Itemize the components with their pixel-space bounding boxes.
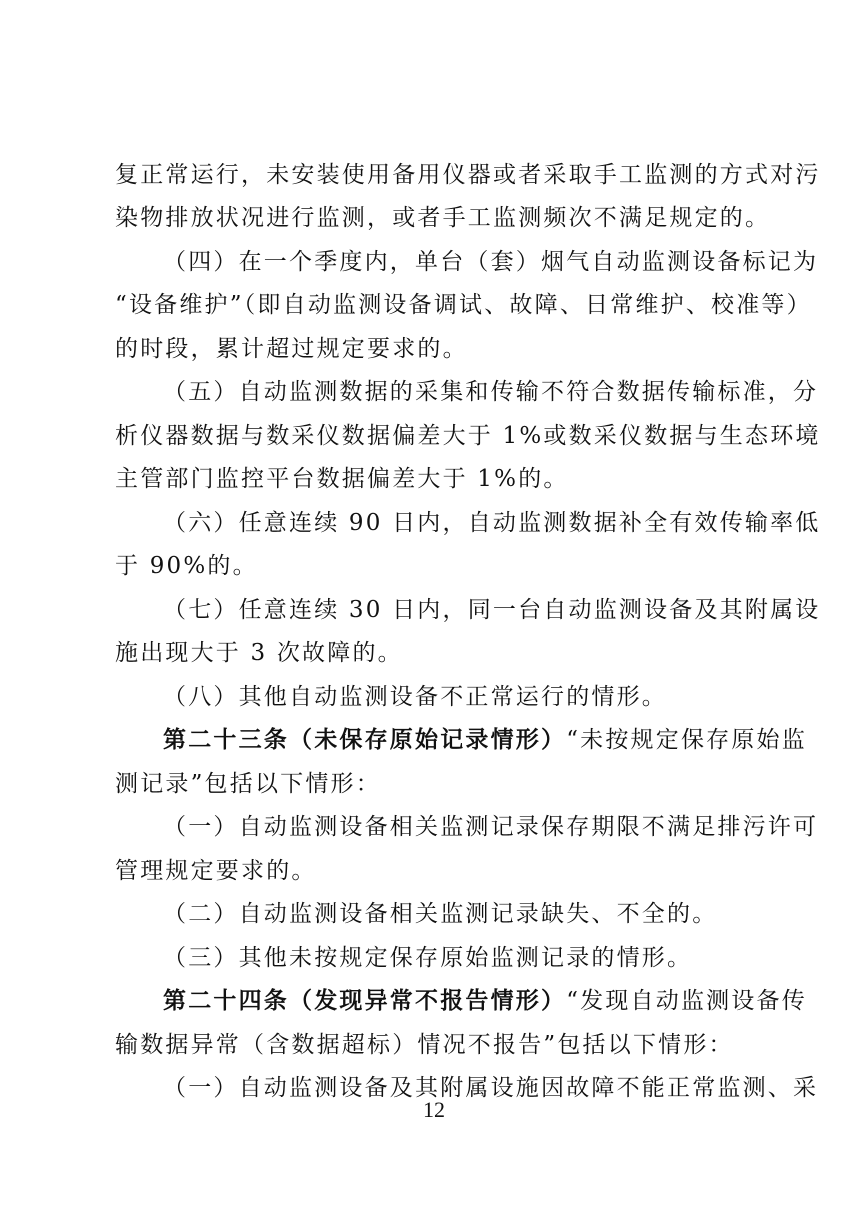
paragraph-line: 测记录”包括以下情形： bbox=[115, 771, 381, 797]
article-23-heading: 第二十三条（未保存原始记录情形） bbox=[163, 727, 567, 753]
paragraph-line: 主管部门监控平台数据偏差大于 1%的。 bbox=[115, 466, 569, 492]
page-number: 12 bbox=[423, 1097, 445, 1122]
paragraph-line: （一）自动监测设备相关监测记录保存期限不满足排污许可 bbox=[163, 814, 819, 840]
paragraph-line: （八）其他自动监测设备不正常运行的情形。 bbox=[163, 684, 667, 710]
paragraph-line: （五）自动监测数据的采集和传输不符合数据传输标准，分 bbox=[163, 379, 819, 405]
paragraph-line: 复正常运行，未安装使用备用仪器或者采取手工监测的方式对污 bbox=[115, 162, 821, 188]
paragraph-line: 的时段，累计超过规定要求的。 bbox=[115, 336, 468, 362]
paragraph-line: 管理规定要求的。 bbox=[115, 858, 317, 884]
paragraph-line: 施出现大于 3 次故障的。 bbox=[115, 640, 403, 666]
article-24-heading: 第二十四条（发现异常不报告情形） bbox=[163, 988, 567, 1014]
article-24-first-line bbox=[163, 986, 807, 1016]
paragraph-line: （七）任意连续 30 日内，同一台自动监测设备及其附属设 bbox=[163, 597, 821, 623]
paragraph-line: 析仪器数据与数采仪数据偏差大于 1%或数采仪数据与生态环境 bbox=[115, 423, 821, 449]
paragraph-line: 于 90%的。 bbox=[115, 553, 258, 579]
paragraph-line: （一）自动监测设备及其附属设施因故障不能正常监测、采 bbox=[163, 1075, 819, 1101]
article-23-first-line bbox=[163, 725, 807, 755]
paragraph-line: 染物排放状况进行监测，或者手工监测频次不满足规定的。 bbox=[115, 205, 771, 231]
paragraph-line: 输数据异常（含数据超标）情况不报告”包括以下情形： bbox=[115, 1032, 734, 1058]
paragraph-line: （六）任意连续 90 日内，自动监测数据补全有效传输率低 bbox=[163, 510, 821, 536]
article-24-text: “发现自动监测设备传 bbox=[566, 988, 807, 1014]
paragraph-line: （二）自动监测设备相关监测记录缺失、不全的。 bbox=[163, 901, 718, 927]
paragraph-line: （四）在一个季度内，单台（套）烟气自动监测设备标记为 bbox=[163, 249, 819, 275]
paragraph-line: （三）其他未按规定保存原始监测记录的情形。 bbox=[163, 945, 693, 971]
article-23-text: “未按规定保存原始监 bbox=[566, 727, 807, 753]
paragraph-line: “设备维护”（即自动监测设备调试、故障、日常维护、校准等） bbox=[115, 292, 812, 318]
